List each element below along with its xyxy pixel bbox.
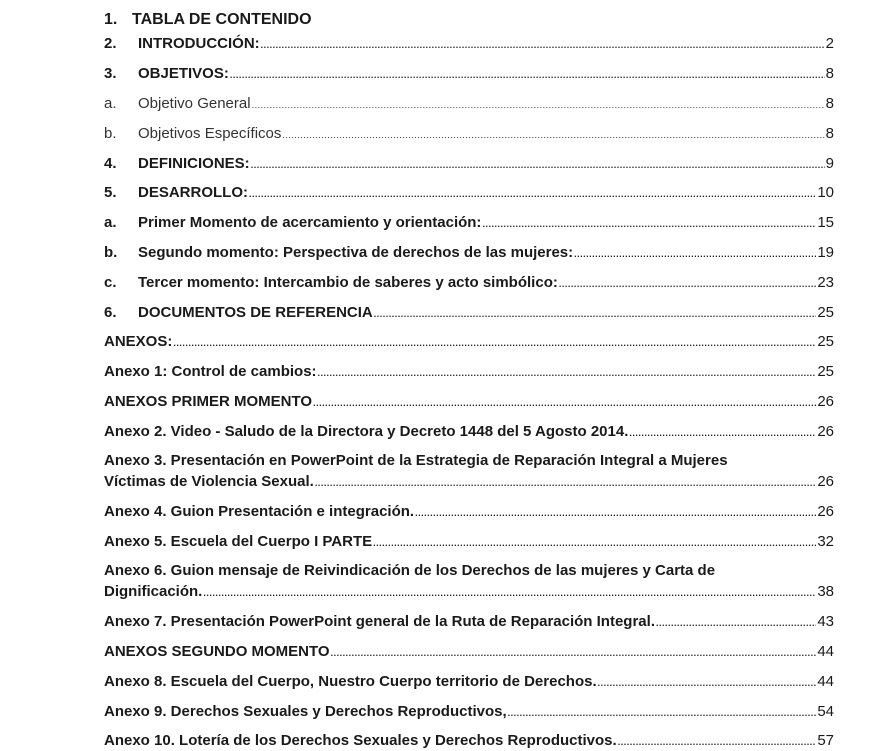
toc-entry-anexo-10[interactable] bbox=[104, 730, 834, 751]
entry-text: Primer Momento de acercamiento y orientación: bbox=[138, 214, 482, 231]
entry-text-line1: Anexo 6. Guion mensaje de Reivindicación de los Derechos de las mujeres y Carta de bbox=[104, 562, 716, 579]
entry-text: Segundo momento: Perspectiva de derechos de las mujeres: bbox=[138, 244, 574, 261]
dot-leader bbox=[249, 189, 816, 199]
toc-entry-tercer-momento[interactable] bbox=[104, 272, 834, 293]
entry-number: 3. bbox=[104, 65, 117, 82]
entry-text-line1: Anexo 3. Presentación en PowerPoint de la Estrategia de Reparación Integral a Mujeres bbox=[104, 452, 728, 469]
dot-leader bbox=[318, 368, 817, 378]
entry-text: Anexo 8. Escuela del Cuerpo, Nuestro Cuerpo territorio de Derechos. bbox=[104, 673, 597, 690]
entry-number: 5. bbox=[104, 184, 117, 201]
entry-page: 32 bbox=[817, 533, 834, 550]
entry-text: Anexo 4. Guion Presentación e integración. bbox=[104, 503, 415, 520]
entry-text: Anexo 1: Control de cambios: bbox=[104, 363, 317, 380]
entry-text: INTRODUCCIÓN: bbox=[138, 35, 260, 52]
entry-text: Anexo 5. Escuela del Cuerpo I PARTE bbox=[104, 533, 373, 550]
dot-leader bbox=[618, 737, 817, 747]
toc-entry-anexo-2[interactable] bbox=[104, 421, 834, 442]
entry-number: b. bbox=[104, 125, 117, 142]
entry-page: 26 bbox=[817, 393, 834, 410]
entry-text-line2: Dignificación. bbox=[104, 583, 203, 600]
entry-number: c. bbox=[104, 274, 117, 291]
dot-leader bbox=[331, 648, 817, 658]
entry-page: 38 bbox=[817, 583, 834, 600]
entry-text: ANEXOS SEGUNDO MOMENTO bbox=[104, 643, 330, 660]
dot-leader bbox=[598, 678, 817, 688]
toc-entry-anexo-9[interactable] bbox=[104, 701, 834, 722]
dot-leader bbox=[230, 70, 825, 80]
dot-leader bbox=[574, 249, 816, 259]
entry-text: DOCUMENTOS DE REFERENCIA bbox=[138, 304, 373, 321]
dot-leader bbox=[374, 309, 817, 319]
entry-page: 26 bbox=[817, 473, 834, 490]
toc-entry-documentos-referencia[interactable] bbox=[104, 302, 834, 323]
dot-leader bbox=[508, 708, 817, 718]
entry-number: 2. bbox=[104, 35, 117, 52]
dot-leader bbox=[482, 219, 816, 229]
toc-entry-anexo-3[interactable] bbox=[104, 450, 834, 492]
toc-entry-anexos[interactable] bbox=[104, 331, 834, 352]
toc-entry-anexo-7[interactable] bbox=[104, 611, 834, 632]
entry-text: ANEXOS PRIMER MOMENTO bbox=[104, 393, 313, 410]
dot-leader bbox=[415, 508, 816, 518]
toc-entry-desarrollo[interactable] bbox=[104, 182, 834, 203]
entry-page: 44 bbox=[817, 673, 834, 690]
entry-text: ANEXOS: bbox=[104, 333, 173, 350]
toc-entry-introduccion[interactable] bbox=[104, 33, 834, 54]
entry-page: 8 bbox=[825, 125, 834, 142]
entry-page: 25 bbox=[817, 333, 834, 350]
toc-entry-segundo-momento[interactable] bbox=[104, 242, 834, 263]
toc-entry-anexo-1[interactable] bbox=[104, 361, 834, 382]
entry-page: 23 bbox=[817, 274, 834, 291]
entry-text: Objetivo General bbox=[138, 95, 251, 112]
entry-number: 6. bbox=[104, 304, 117, 321]
entry-number: b. bbox=[104, 244, 118, 261]
entry-page: 26 bbox=[817, 503, 834, 520]
dot-leader bbox=[559, 279, 816, 289]
dot-leader bbox=[252, 100, 825, 110]
dot-leader bbox=[261, 40, 825, 50]
entry-page: 25 bbox=[817, 363, 834, 380]
entry-number: 4. bbox=[104, 155, 117, 172]
dot-leader bbox=[629, 428, 816, 438]
entry-text-line2: Víctimas de Violencia Sexual. bbox=[104, 473, 314, 490]
dot-leader bbox=[373, 538, 816, 548]
toc-entry-primer-momento[interactable] bbox=[104, 212, 834, 233]
entry-page: 54 bbox=[817, 703, 834, 720]
dot-leader bbox=[282, 130, 824, 140]
entry-text: DESARROLLO: bbox=[138, 184, 248, 201]
entry-page: 10 bbox=[817, 184, 834, 201]
entry-text: Objetivos Específicos bbox=[138, 125, 282, 142]
entry-page: 19 bbox=[817, 244, 834, 261]
entry-page: 2 bbox=[825, 35, 834, 52]
entry-text: OBJETIVOS: bbox=[138, 65, 229, 82]
entry-page: 15 bbox=[817, 214, 834, 231]
entry-page: 25 bbox=[817, 304, 834, 321]
entry-number: a. bbox=[104, 95, 117, 112]
dot-leader bbox=[173, 338, 816, 348]
entry-page: 8 bbox=[825, 65, 834, 82]
entry-page: 8 bbox=[825, 95, 834, 112]
toc-entry-definiciones[interactable] bbox=[104, 153, 834, 174]
dot-leader bbox=[203, 588, 816, 598]
dot-leader bbox=[313, 398, 816, 408]
toc-entry-objetivos[interactable] bbox=[104, 63, 834, 84]
toc-entry-anexo-5[interactable] bbox=[104, 531, 834, 552]
entry-page: 57 bbox=[817, 732, 834, 749]
entry-page: 43 bbox=[817, 613, 834, 630]
entry-text: Anexo 7. Presentación PowerPoint general de la Ruta de Reparación Integral. bbox=[104, 613, 655, 630]
toc-title-text: TABLA DE CONTENIDO bbox=[132, 11, 312, 28]
toc-entry-anexos-segundo-momento[interactable] bbox=[104, 641, 834, 662]
entry-text: Tercer momento: Intercambio de saberes y acto simbólico: bbox=[138, 274, 558, 291]
toc-entry-objetivos-especificos[interactable] bbox=[104, 123, 834, 144]
dot-leader bbox=[656, 618, 816, 628]
entry-page: 26 bbox=[817, 423, 834, 440]
toc-entry-anexo-6[interactable] bbox=[104, 560, 834, 602]
entry-text: Anexo 10. Lotería de los Derechos Sexuales y Derechos Reproductivos. bbox=[104, 732, 617, 749]
toc-title-number: 1. bbox=[104, 11, 118, 28]
toc-entry-anexo-4[interactable] bbox=[104, 501, 834, 522]
toc-entry-anexo-8[interactable] bbox=[104, 671, 834, 692]
dot-leader bbox=[315, 478, 816, 488]
entry-number: a. bbox=[104, 214, 117, 231]
toc-entry-anexos-primer-momento[interactable] bbox=[104, 391, 834, 412]
entry-text: Anexo 2. Video - Saludo de la Directora y Decreto 1448 del 5 Agosto 2014. bbox=[104, 423, 629, 440]
toc-entry-objetivo-general[interactable] bbox=[104, 93, 834, 114]
dot-leader bbox=[251, 160, 825, 170]
toc-title bbox=[104, 11, 312, 29]
entry-text: DEFINICIONES: bbox=[138, 155, 250, 172]
entry-page: 9 bbox=[825, 155, 834, 172]
entry-text: Anexo 9. Derechos Sexuales y Derechos Reproductivos, bbox=[104, 703, 507, 720]
entry-page: 44 bbox=[817, 643, 834, 660]
